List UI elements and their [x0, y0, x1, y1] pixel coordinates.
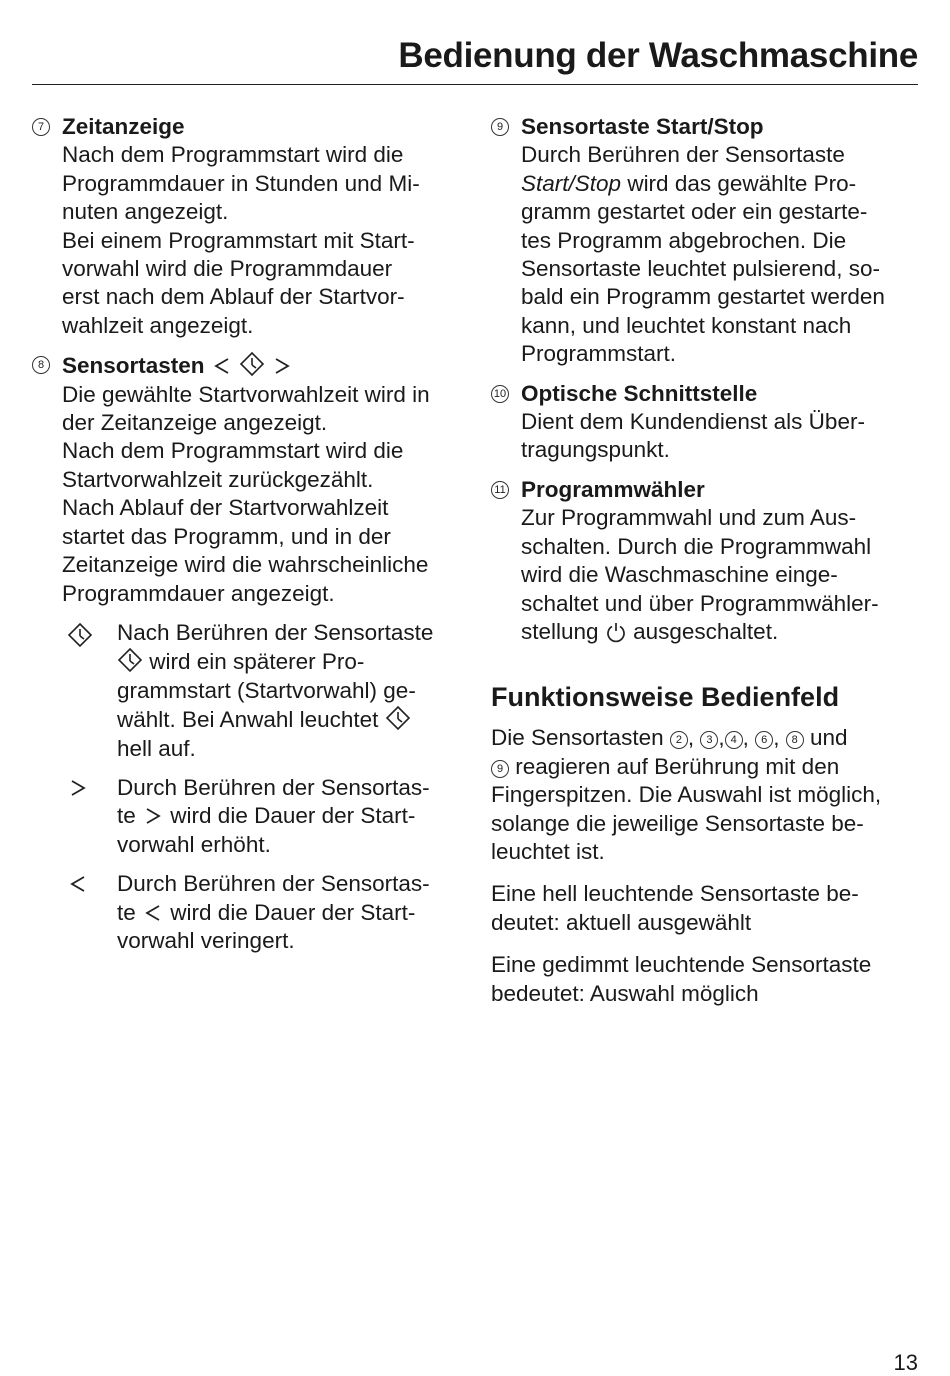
- sub-text-line: [117, 705, 462, 734]
- item-text-line: [521, 618, 921, 646]
- item-text-line: kann, und leuchtet konstant nach: [521, 312, 852, 338]
- item-text: ausgeschaltet.: [633, 618, 779, 644]
- sub-text-line: grammstart (Startvorwahl) ge-: [117, 677, 416, 703]
- paragraph-text: reagieren auf Berührung mit den: [515, 753, 840, 779]
- ref-number: 4: [725, 731, 743, 749]
- item-text-line: schaltet und über Programmwähler-: [521, 590, 879, 616]
- item-number: 10: [491, 385, 509, 403]
- item-text-line: bald ein Programm gestartet werden: [521, 284, 885, 310]
- item-text-line: tes Programm abgebrochen. Die: [521, 227, 847, 253]
- item-text-line: Zur Programmwahl und zum Aus-: [521, 505, 857, 531]
- page-title: Bedienung der Waschmaschine: [398, 36, 918, 75]
- sub-text: wird die Dauer der Start-: [170, 899, 416, 925]
- ref-number: 6: [755, 731, 773, 749]
- paragraph-line: Eine hell leuchtende Sensortaste be-: [491, 881, 859, 907]
- item-text-line: Programmdauer in Stunden und Mi-: [62, 170, 420, 196]
- item-text-line: startet das Programm, und in der: [62, 523, 391, 549]
- paragraph-line: Fingerspitzen. Die Auswahl ist möglich,: [491, 782, 882, 808]
- sub-text-line: Durch Berühren der Sensortas-: [117, 871, 430, 897]
- sub-item-delay-start: [32, 619, 462, 763]
- separator: und: [810, 725, 848, 751]
- item-number: 11: [491, 481, 509, 499]
- item-optische-schnittstelle: [491, 380, 921, 465]
- item-title: Zeitanzeige: [62, 114, 185, 139]
- right-column: [491, 113, 921, 1022]
- item-text-line: Nach Ablauf der Startvorwahlzeit: [62, 495, 389, 521]
- item-text-line: tragungspunkt.: [521, 437, 670, 463]
- paragraph-text: Die Sensortasten: [491, 725, 664, 751]
- paragraph-line: deutet: aktuell ausgewählt: [491, 909, 752, 935]
- ref-number: 9: [491, 760, 509, 778]
- separator: ,: [687, 725, 695, 751]
- paragraph-sensortasten: [491, 724, 921, 866]
- sub-text-line: vorwahl erhöht.: [117, 831, 271, 857]
- item-text-line: schalten. Durch die Programmwahl: [521, 533, 872, 559]
- item-text-line: Zeitanzeige wird die wahrscheinliche: [62, 552, 429, 578]
- item-text-line: vorwahl wird die Programmdauer: [62, 256, 393, 282]
- ref-number: 2: [670, 731, 688, 749]
- item-zeitanzeige: [32, 113, 462, 340]
- paragraph-hell: [491, 880, 921, 937]
- ref-number: 3: [700, 731, 718, 749]
- delay-start-diamond-clock-icon: [117, 647, 143, 673]
- item-text-line: Nach dem Programmstart wird die: [62, 438, 404, 464]
- item-title: Optische Schnittstelle: [521, 380, 758, 406]
- greater-than-arrow-icon: [67, 777, 89, 806]
- item-text-line: Die gewählte Startvorwahlzeit wird in: [62, 381, 430, 407]
- sub-text: wählt. Bei Anwahl leuchtet: [117, 707, 379, 733]
- separator: ,: [742, 725, 749, 751]
- delay-start-diamond-clock-icon: [67, 622, 93, 655]
- power-off-icon: [605, 621, 627, 643]
- greater-than-arrow-icon: [271, 355, 293, 377]
- item-text-line: [521, 170, 921, 198]
- item-text-line: gramm gestartet oder ein gestarte-: [521, 199, 868, 225]
- less-than-arrow-icon: [211, 355, 233, 377]
- item-text: stellung: [521, 618, 599, 644]
- paragraph-line: Eine gedimmt leuchtende Sensortaste: [491, 952, 872, 978]
- item-title: Sensortasten: [62, 353, 205, 379]
- sub-item-increase: [32, 774, 462, 859]
- sub-text: te: [117, 899, 136, 925]
- item-start-stop: [491, 113, 921, 369]
- item-title: Sensortaste Start/Stop: [521, 114, 764, 139]
- item-text-line: erst nach dem Ablauf der Startvor-: [62, 284, 405, 310]
- item-text-line: wird die Waschmaschine einge-: [521, 562, 838, 588]
- delay-start-diamond-clock-icon: [239, 351, 265, 377]
- italic-term: Start/Stop: [521, 170, 622, 196]
- sub-text-line: Durch Berühren der Sensortas-: [117, 774, 430, 800]
- item-text-line: Durch Berühren der Sensortaste: [521, 142, 845, 168]
- delay-start-diamond-clock-icon: [385, 705, 411, 731]
- item-text-line: nuten angezeigt.: [62, 199, 229, 225]
- paragraph-gedimmt: [491, 951, 921, 1008]
- sub-text-line: [117, 647, 462, 676]
- header-divider: [32, 84, 918, 85]
- page-number: 13: [893, 1350, 918, 1375]
- sub-text-line: [117, 802, 462, 830]
- sub-text-line: vorwahl veringert.: [117, 927, 295, 953]
- paragraph-line: solange die jeweilige Sensortaste be-: [491, 810, 864, 836]
- item-text-line: Nach dem Programmstart wird die: [62, 142, 404, 168]
- item-text-line: Startvorwahlzeit zurückgezählt.: [62, 466, 374, 492]
- item-number: 9: [491, 118, 509, 136]
- item-text-line: wahlzeit angezeigt.: [62, 312, 254, 338]
- item-title-line: [62, 351, 462, 380]
- item-text-line: der Zeitanzeige angezeigt.: [62, 410, 328, 436]
- left-column: [32, 113, 462, 955]
- ref-number: 8: [786, 731, 804, 749]
- sub-text: wird die Dauer der Start-: [170, 803, 416, 829]
- sub-text-line: Nach Berühren der Sensortaste: [117, 619, 434, 645]
- item-text-line: Bei einem Programmstart mit Start-: [62, 227, 415, 253]
- paragraph-line: [491, 753, 921, 781]
- paragraph-line: [491, 724, 921, 752]
- sub-text-line: [117, 899, 462, 927]
- item-programmwaehler: [491, 476, 921, 646]
- less-than-arrow-icon: [67, 873, 89, 902]
- sub-text: te: [117, 803, 136, 829]
- sub-item-decrease: [32, 870, 462, 955]
- separator: ,: [718, 725, 725, 751]
- item-number: 8: [32, 356, 50, 374]
- sub-text-line: hell auf.: [117, 735, 196, 761]
- section-title: Funktionsweise Bedienfeld: [491, 682, 840, 713]
- less-than-arrow-icon: [142, 902, 164, 924]
- greater-than-arrow-icon: [142, 805, 164, 827]
- item-text: wird das gewählte Pro-: [621, 170, 857, 196]
- paragraph-line: leuchtet ist.: [491, 838, 605, 864]
- item-sensortasten: [32, 351, 462, 608]
- item-title: Programmwähler: [521, 476, 705, 502]
- paragraph-line: bedeutet: Auswahl möglich: [491, 980, 759, 1006]
- sub-text: wird ein späterer Pro-: [149, 649, 365, 675]
- item-text-line: Sensortaste leuchtet pulsierend, so-: [521, 256, 880, 282]
- item-text-line: Dient dem Kundendienst als Über-: [521, 409, 865, 435]
- item-text-line: Programmdauer angezeigt.: [62, 580, 335, 606]
- item-text-line: Programmstart.: [521, 341, 677, 367]
- item-number: 7: [32, 118, 50, 136]
- separator: ,: [773, 725, 780, 751]
